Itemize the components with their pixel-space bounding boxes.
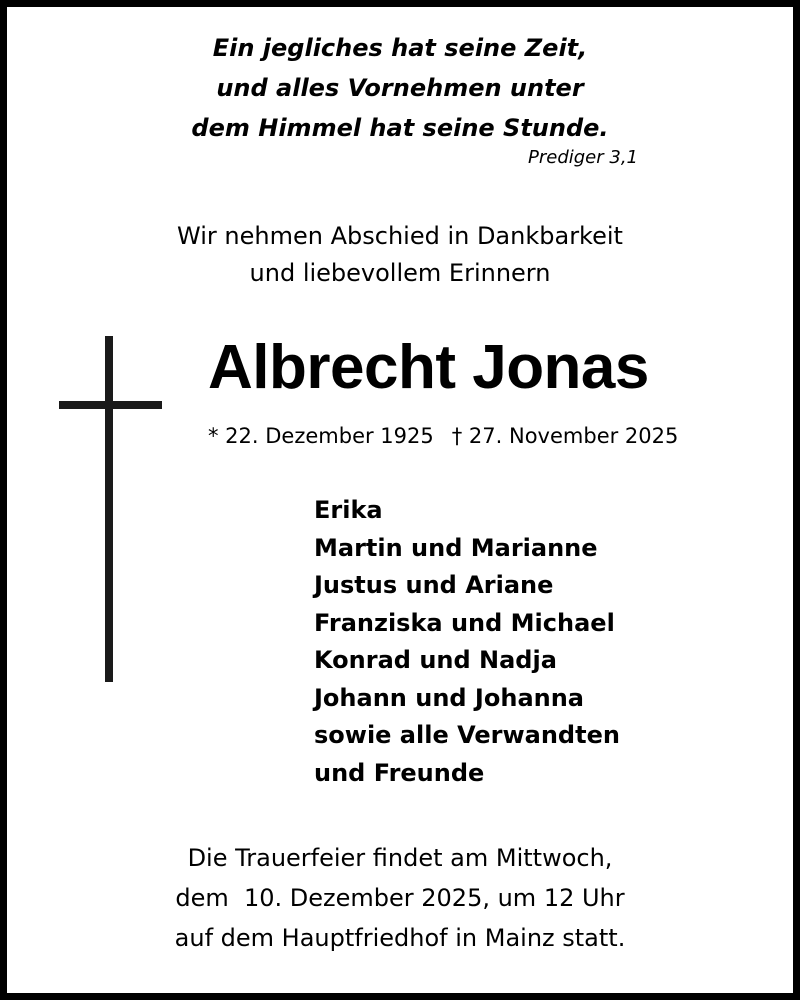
mourner: Erika xyxy=(314,496,383,524)
mourners-list xyxy=(314,492,620,792)
intro-line: Wir nehmen Abschied in Dankbarkeit xyxy=(177,222,623,250)
service-line: auf dem Hauptfriedhof in Mainz statt. xyxy=(174,924,626,952)
cross-vertical-bar xyxy=(105,336,113,682)
bible-quote xyxy=(0,28,800,148)
farewell-intro xyxy=(0,218,800,292)
quote-line: und alles Vornehmen unter xyxy=(216,74,584,102)
mourner: Justus und Ariane xyxy=(314,571,554,599)
mourner: Martin und Marianne xyxy=(314,533,598,562)
birth-date: * 22. Dezember 1925 xyxy=(208,424,434,448)
service-line: dem 10. Dezember 2025, um 12 Uhr xyxy=(175,884,625,912)
quote-line: Ein jegliches hat seine Zeit, xyxy=(212,34,588,62)
funeral-service-info xyxy=(0,838,800,958)
cross-horizontal-bar xyxy=(59,401,162,409)
mourner: sowie alle Verwandten xyxy=(314,721,620,749)
death-date: † 27. November 2025 xyxy=(451,424,679,448)
quote-line: dem Himmel hat seine Stunde. xyxy=(191,114,609,142)
mourner: Konrad und Nadja xyxy=(314,646,557,674)
mourner: und Freunde xyxy=(314,758,485,787)
intro-line: und liebevollem Erinnern xyxy=(249,259,551,287)
mourner: Franziska und Michael xyxy=(314,608,615,637)
quote-source: Prediger 3,1 xyxy=(527,147,638,168)
service-line: Die Trauerfeier findet am Mittwoch, xyxy=(187,844,613,872)
life-dates xyxy=(208,420,678,452)
deceased-name: Albrecht Jonas xyxy=(208,333,649,402)
mourner: Johann und Johanna xyxy=(314,683,584,712)
